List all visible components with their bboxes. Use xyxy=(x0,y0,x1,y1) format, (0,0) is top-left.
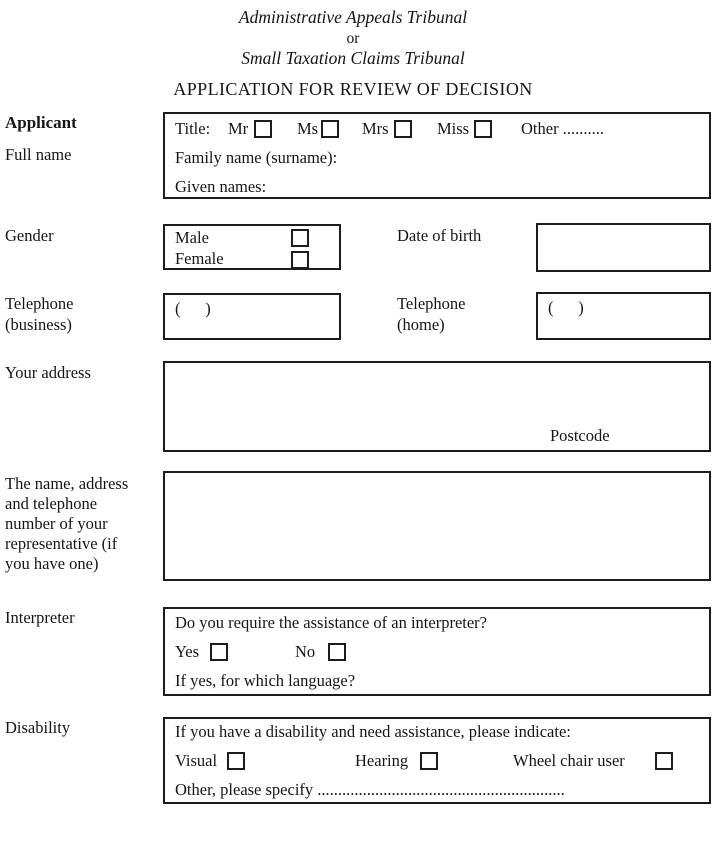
interpreter-no-checkbox[interactable] xyxy=(328,643,346,661)
gender-male-checkbox[interactable] xyxy=(291,229,309,247)
label-representative-line: number of your xyxy=(5,514,108,533)
address-field[interactable] xyxy=(163,361,711,452)
family-name-row[interactable] xyxy=(165,148,709,172)
telephone-business-value: ( ) xyxy=(175,299,211,318)
given-names-row[interactable] xyxy=(165,177,709,201)
title-miss-checkbox[interactable] xyxy=(474,120,492,138)
label-telephone-home-1: Telephone xyxy=(397,294,466,313)
label-gender: Gender xyxy=(5,226,54,245)
gender-female-checkbox[interactable] xyxy=(291,251,309,269)
given-names-label: Given names: xyxy=(175,177,267,196)
gender-box xyxy=(163,224,341,270)
title-option-mrs: Mrs xyxy=(362,119,389,138)
label-representative-line: representative (if xyxy=(5,534,118,553)
disability-visual-label: Visual xyxy=(175,751,218,770)
gender-male-label: Male xyxy=(175,228,209,247)
disability-hearing-label: Hearing xyxy=(355,751,409,770)
label-disability: Disability xyxy=(5,718,71,737)
disability-wheelchair-checkbox[interactable] xyxy=(655,752,673,770)
label-representative-line: and telephone xyxy=(5,494,98,513)
disability-visual-checkbox[interactable] xyxy=(227,752,245,770)
title-label: Title: xyxy=(175,119,211,138)
disability-other-fill-in[interactable]: Other, please specify ............................................................ xyxy=(175,780,565,799)
title-option-miss: Miss xyxy=(437,119,470,138)
interpreter-language-prompt[interactable]: If yes, for which language? xyxy=(175,671,356,690)
label-telephone-business-1: Telephone xyxy=(5,294,74,313)
page-title: APPLICATION FOR REVIEW OF DECISION xyxy=(173,79,533,99)
label-telephone-business-2: (business) xyxy=(5,315,72,334)
representative-field[interactable] xyxy=(163,471,711,581)
interpreter-yes-label: Yes xyxy=(175,642,200,661)
header-or: or xyxy=(346,30,360,47)
name-box xyxy=(163,112,711,199)
disability-wheelchair-label: Wheel chair user xyxy=(513,751,625,770)
title-ms-checkbox[interactable] xyxy=(321,120,339,138)
telephone-business-field[interactable] xyxy=(163,293,341,340)
label-interpreter: Interpreter xyxy=(5,608,75,627)
interpreter-yes-checkbox[interactable] xyxy=(210,643,228,661)
postcode-label: Postcode xyxy=(550,426,610,445)
title-option-mr: Mr xyxy=(228,119,249,138)
title-row xyxy=(165,119,709,143)
telephone-home-field[interactable] xyxy=(536,292,711,340)
disability-prompt: If you have a disability and need assistance, please indicate: xyxy=(175,722,571,741)
label-representative-line: The name, address xyxy=(5,474,129,493)
label-representative-line: you have one) xyxy=(5,554,99,573)
label-date-of-birth: Date of birth xyxy=(397,226,482,245)
label-your-address: Your address xyxy=(5,363,91,382)
header-tribunal-2: Small Taxation Claims Tribunal xyxy=(241,48,465,68)
telephone-home-value: ( ) xyxy=(548,298,584,317)
header-tribunal-1: Administrative Appeals Tribunal xyxy=(238,7,468,27)
interpreter-no-label: No xyxy=(295,642,316,661)
gender-female-label: Female xyxy=(175,249,224,268)
date-of-birth-field[interactable] xyxy=(536,223,711,272)
disability-hearing-checkbox[interactable] xyxy=(420,752,438,770)
label-representative xyxy=(5,474,128,574)
label-applicant: Applicant xyxy=(5,113,77,132)
title-mr-checkbox[interactable] xyxy=(254,120,272,138)
interpreter-question: Do you require the assistance of an interpreter? xyxy=(175,613,487,632)
family-name-label: Family name (surname): xyxy=(175,148,338,167)
title-mrs-checkbox[interactable] xyxy=(394,120,412,138)
title-other-fill-in[interactable]: Other .......... xyxy=(521,119,604,138)
label-full-name: Full name xyxy=(5,145,72,164)
interpreter-box xyxy=(163,607,711,696)
label-telephone-home-2: (home) xyxy=(397,315,445,334)
disability-box xyxy=(163,717,711,804)
title-option-ms: Ms xyxy=(297,119,319,138)
